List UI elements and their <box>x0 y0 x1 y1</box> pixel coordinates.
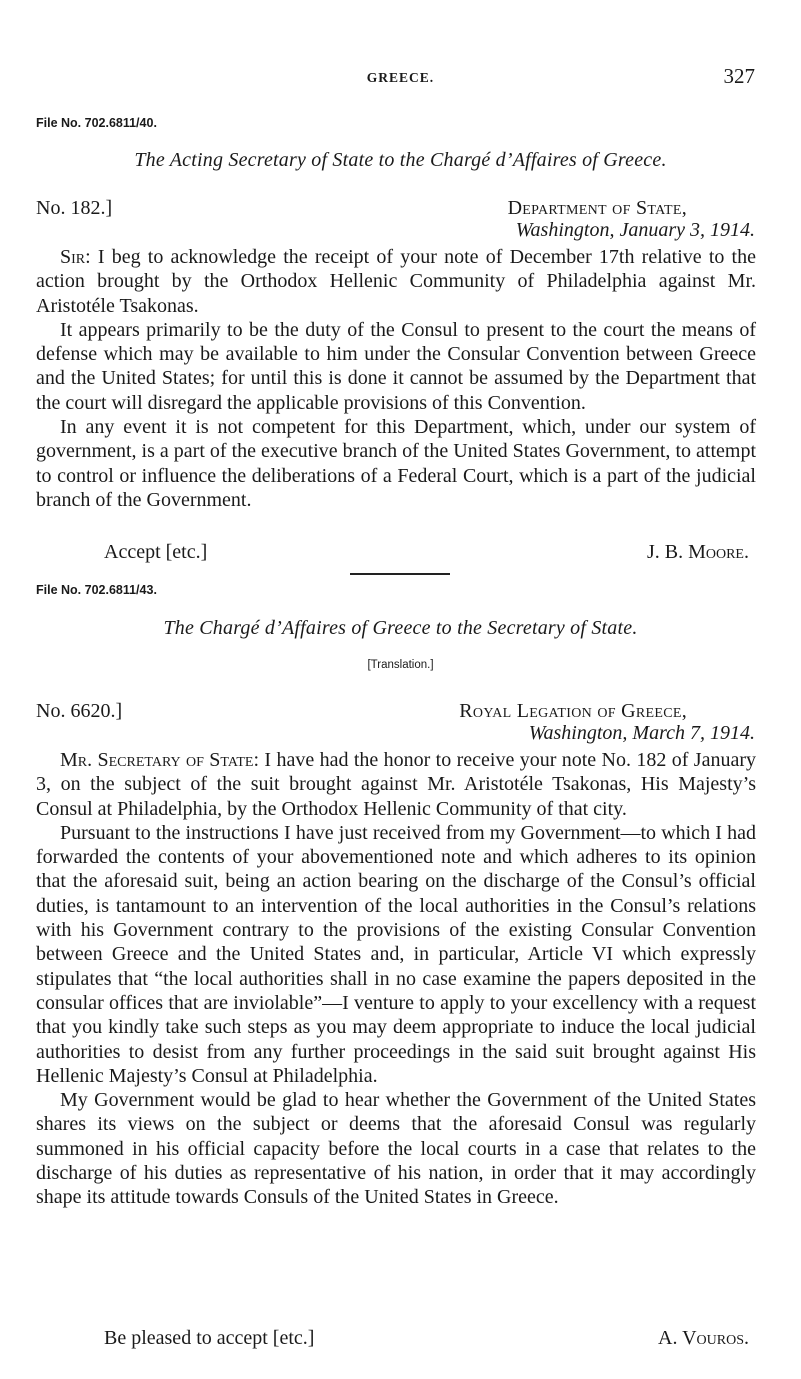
paragraph-text: : I have had the honor to receive your note No. 182 of January 3, on the subject of the suit brought against Mr. Aristotéle Tsakonas, His Majesty’s Consul at Philadelphia, by the Orthodox Hellenic Community of that city. <box>36 749 756 820</box>
sender-office: Department of State, <box>507 197 687 219</box>
letter-number: No. 6620.] <box>36 700 123 722</box>
letter-dateline <box>0 197 801 249</box>
place-date: Washington, January 3, 1914. <box>515 219 755 241</box>
page-number: 327 <box>723 64 755 88</box>
paragraph: In any event it is not competent for this Department, which, under our system of government, is a part of the executive branch of the United States Government, to attempt to control or influence the deliberations of a Federal Court, which is a part of the judicial branch of the Government. <box>36 416 756 511</box>
paragraph: It appears primarily to be the duty of the Consul to present to the court the means of defense which may be available to him under the Consular Convention between Greece and the United States; for until this is done it cannot be assumed by the Department that the court will disregard the applicable provisions of this Convention. <box>36 318 756 414</box>
paragraph <box>36 245 756 318</box>
closing: Accept [etc.] <box>104 541 208 563</box>
running-head-title: GREECE. <box>366 70 435 85</box>
file-number: File No. 702.6811/43. <box>36 583 157 597</box>
paragraph <box>36 748 756 821</box>
signer: A. Vouros. <box>658 1327 749 1349</box>
letter-heading: The Acting Secretary of State to the Chargé d’Affaires of Greece. <box>134 149 667 171</box>
section-divider <box>350 573 450 575</box>
sender-office: Royal Legation of Greece, <box>459 700 687 722</box>
letter-number: No. 182.] <box>36 197 113 219</box>
file-number: File No. 702.6811/40. <box>36 116 157 130</box>
letter-dateline <box>0 700 801 752</box>
letter-body <box>36 748 756 1210</box>
paragraph-text: : I beg to acknowledge the receipt of your note of December 17th relative to the action brought by the Orthodox Hellenic Community of Philadelphia against Mr. Aristotéle Tsakonas. <box>36 246 756 317</box>
place-date: Washington, March 7, 1914. <box>528 722 755 744</box>
salutation: Sir <box>60 246 86 268</box>
translation-note: [Translation.] <box>367 659 434 671</box>
letter-signature-line <box>0 541 801 567</box>
paragraph: My Government would be glad to hear whether the Government of the United States shares its views on the subject or deems that the aforesaid Consul was regularly summoned in his official capacity before the local courts in a case that relates to the discharge of his duties as representative of his nation, in order that it may accordingly shape its attitude towards Consuls of the United States in Greece. <box>36 1089 756 1209</box>
letter-body <box>36 245 756 512</box>
salutation: Mr. Secretary of State <box>60 749 254 771</box>
signer: J. B. Moore. <box>646 541 749 563</box>
letter-signature-line <box>0 1327 801 1353</box>
running-head <box>0 62 801 92</box>
letter-heading: The Chargé d’Affaires of Greece to the Secretary of State. <box>163 617 638 639</box>
paragraph: Pursuant to the instructions I have just received from my Government—to which I had forwarded the contents of your abovementioned note and which adheres to its opinion that the aforesaid suit, being an action bearing on the discharge of the Consul’s official duties, is tantamount to an intervention of the local authorities in the Consul’s relations with his Government contrary to the provisions of the existing Consular Convention between Greece and the United States and, in particular, Article VI which expressly stipulates that “the local authorities shall in no case examine the papers deposited in the consular offices that are inviolable”—I venture to apply to your excellency with a request that you kindly take such steps as you may deem appropriate to induce the local judicial authorities to desist from any further proceedings in the said suit brought against His Hellenic Majesty’s Consul at Philadelphia. <box>36 821 756 1087</box>
closing: Be pleased to accept [etc.] <box>104 1327 315 1349</box>
